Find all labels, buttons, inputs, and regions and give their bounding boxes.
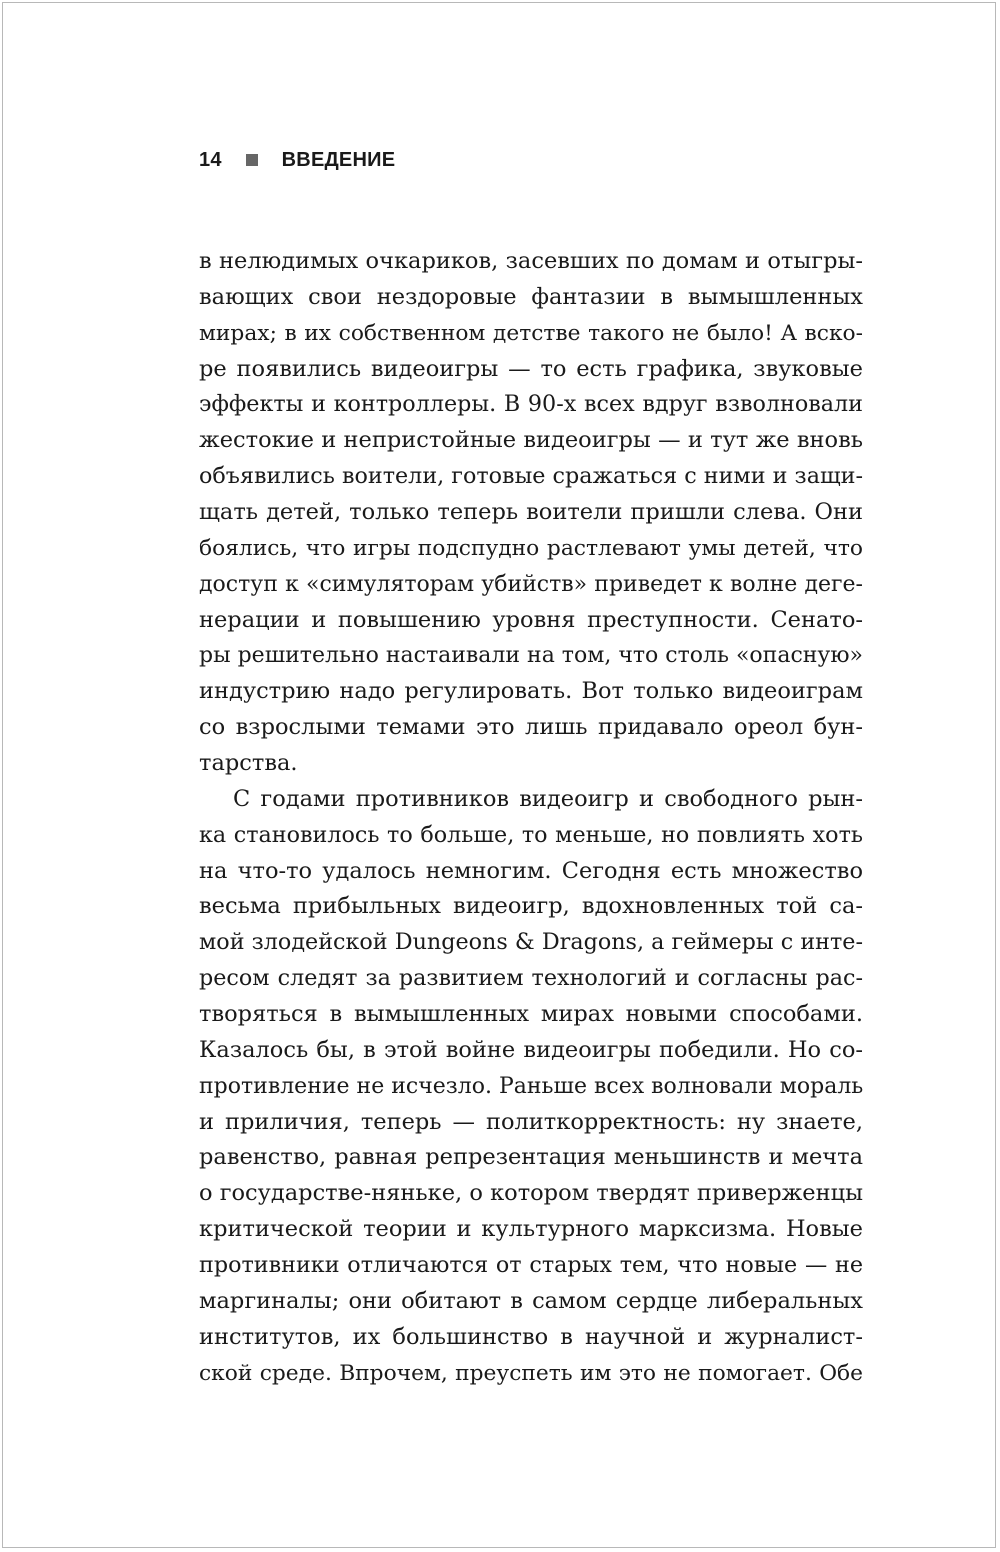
text-line: объявились воители, готовые сражаться с ними и защи-: [199, 463, 863, 490]
text-line: щать детей, только теперь воители пришли слева. Они: [199, 499, 863, 526]
text-line: вающих свои нездоровые фантазии в вымышленных: [199, 283, 863, 310]
text-line: ской среде. Впрочем, преуспеть им это не помогает. Обе: [199, 1360, 863, 1386]
text-line: ресом следят за развитием технологий и согласны рас-: [199, 965, 863, 992]
header-square-icon: [246, 154, 258, 166]
text-line: равенство, равная репрезентация меньшинств и мечта: [199, 1144, 863, 1171]
text-line: противники отличаются от старых тем, что новые — не: [199, 1252, 863, 1279]
text-line: творяться в вымышленных мирах новыми способами.: [199, 1001, 863, 1028]
text-line: на что-то удалось немногим. Сегодня есть множество: [199, 857, 863, 884]
text-line: ры решительно настаивали на том, что столь «опасную»: [199, 643, 863, 669]
text-line: ка становилось то больше, то меньше, но повлиять хоть: [199, 821, 863, 848]
text-line: боялись, что игры подспудно растлевают умы детей, что: [199, 535, 863, 561]
section-title: ВВЕДЕНИЕ: [281, 148, 396, 171]
page-number: 14: [199, 148, 222, 171]
text-line: критической теории и культурного марксизма. Новые: [199, 1216, 863, 1243]
book-page: [2, 2, 996, 1548]
text-line: о государстве-няньке, о котором твердят приверженцы: [199, 1180, 863, 1207]
running-header: [199, 148, 395, 172]
text-line: противление не исчезло. Раньше всех волновали мораль: [199, 1073, 864, 1099]
text-line: жестокие и непристойные видеоигры — и тут же вновь: [199, 427, 863, 454]
text-line: нерации и повышению уровня преступности. Сенато-: [199, 606, 863, 633]
text-line: эффекты и контроллеры. В 90-х всех вдруг взволновали: [199, 391, 863, 418]
text-line: институтов, их большинство в научной и журналист-: [199, 1323, 863, 1350]
text-line: и приличия, теперь — политкорректность: ну знаете,: [199, 1108, 863, 1135]
text-line: со взрослыми темами это лишь придавало ореол бун-: [199, 714, 863, 741]
text-line: весьма прибыльных видеоигр, вдохновленных той са-: [199, 893, 863, 920]
text-line: тарства.: [199, 750, 298, 777]
text-line: ре появились видеоигры — то есть графика, звуковые: [199, 355, 863, 382]
text-line: Казалось бы, в этой войне видеоигры победили. Но со-: [199, 1036, 863, 1063]
text-line: С годами противников видеоигр и свободного рын-: [233, 785, 863, 812]
text-line: мирах; в их собственном детстве такого не было! А вско-: [199, 320, 863, 346]
text-line: доступ к «симуляторам убийств» приведет к волне деге-: [199, 571, 863, 597]
text-line: индустрию надо регулировать. Вот только видеоиграм: [199, 678, 863, 705]
text-line: мой злодейской Dungeons & Dragons, а геймеры с инте-: [199, 929, 863, 956]
text-line: маргиналы; они обитают в самом сердце либеральных: [199, 1287, 863, 1314]
body-text: [199, 244, 863, 1392]
text-line: в нелюдимых очкариков, засевших по домам и отыгры-: [199, 248, 863, 274]
